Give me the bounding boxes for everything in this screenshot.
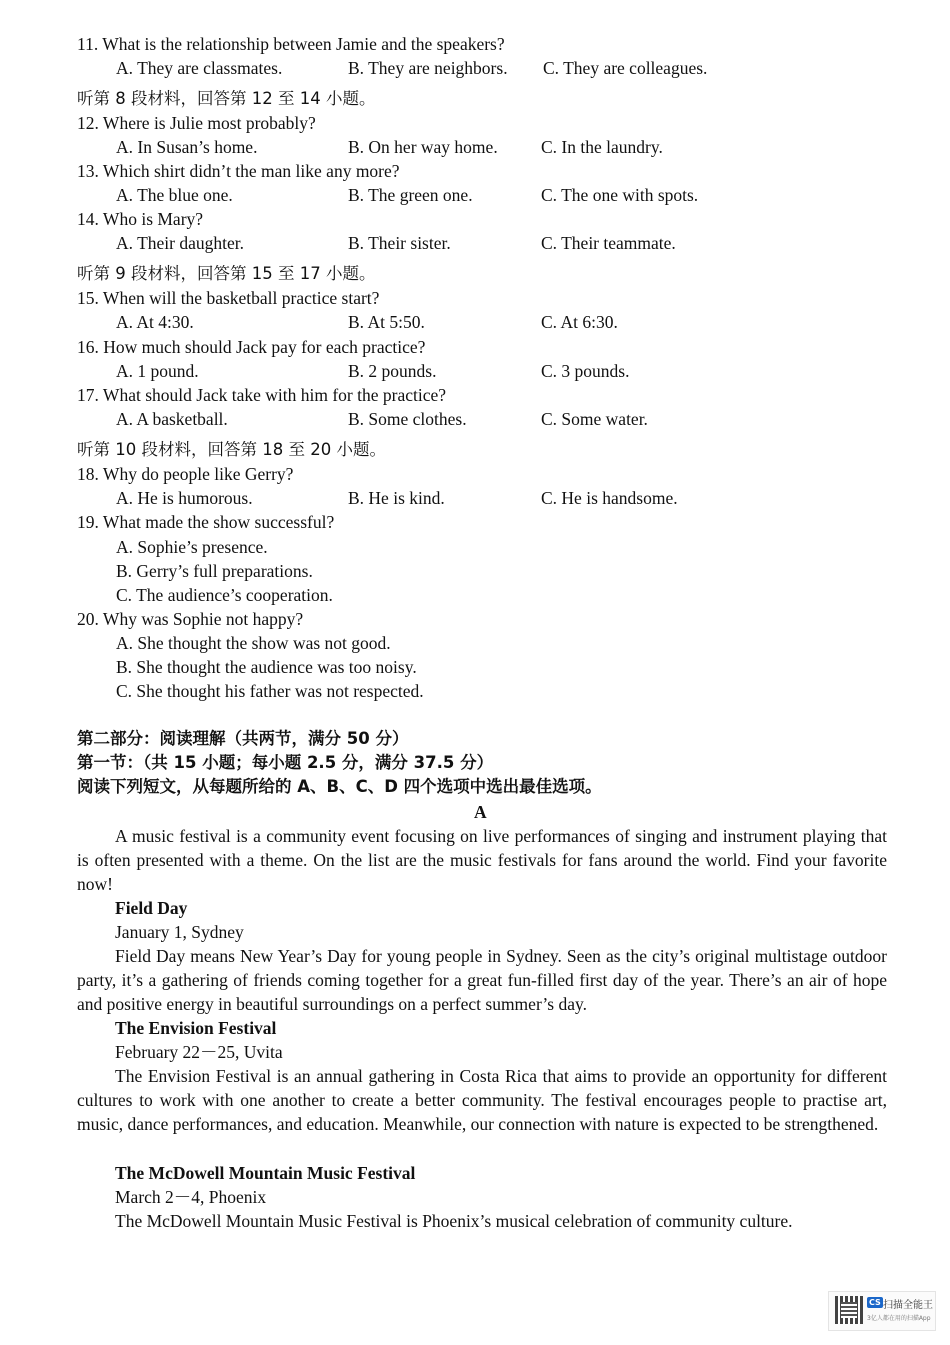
festival-1-title: Field Day — [115, 898, 188, 918]
q20-option-a: A. She thought the show was not good. — [116, 633, 391, 653]
q11-option-b: B. They are neighbors. — [348, 58, 508, 78]
festival-3-title: The McDowell Mountain Music Festival — [115, 1163, 416, 1183]
section-10-heading: 听第 10 段材料，回答第 18 至 20 小题。 — [77, 440, 386, 459]
festival-1-date: January 1, Sydney — [115, 922, 244, 942]
q17-option-c: C. Some water. — [541, 409, 648, 429]
q19-option-c: C. The audience’s cooperation. — [116, 585, 333, 605]
section-9-heading: 听第 9 段材料，回答第 15 至 17 小题。 — [77, 264, 376, 283]
q16-option-c: C. 3 pounds. — [541, 361, 630, 381]
watermark-brand: 扫描全能王 — [883, 1300, 933, 1311]
q15-option-a: A. At 4:30. — [116, 312, 194, 332]
scanner-watermark — [828, 1291, 936, 1331]
reading-instruction: 阅读下列短文，从每题所给的 A、B、C、D 四个选项中选出最佳选项。 — [77, 777, 602, 796]
q17-option-b: B. Some clothes. — [348, 409, 467, 429]
question-11: 11. What is the relationship between Jamie and the speakers? — [77, 34, 505, 54]
festival-3-text: The McDowell Mountain Music Festival is Phoenix’s musical celebration of community culture. — [115, 1211, 793, 1231]
q11-option-c: C. They are colleagues. — [543, 58, 708, 78]
q13-option-b: B. The green one. — [348, 185, 473, 205]
camscanner-logo-icon: CS — [869, 1298, 881, 1307]
q20-option-b: B. She thought the audience was too noisy. — [116, 657, 417, 677]
passage-label: A — [474, 802, 487, 822]
question-19: 19. What made the show successful? — [77, 512, 335, 532]
question-14: 14. Who is Mary? — [77, 209, 204, 229]
question-13: 13. Which shirt didn’t the man like any more? — [77, 161, 400, 181]
q12-option-c: C. In the laundry. — [541, 137, 663, 157]
festival-2-title: The Envision Festival — [115, 1018, 277, 1038]
q13-option-a: A. The blue one. — [116, 185, 233, 205]
qr-code-icon — [835, 1296, 863, 1324]
q18-option-c: C. He is handsome. — [541, 488, 678, 508]
q17-option-a: A. A basketball. — [116, 409, 228, 429]
festival-3-date: March 2－4, Phoenix — [115, 1187, 267, 1207]
q16-option-b: B. 2 pounds. — [348, 361, 437, 381]
q12-option-b: B. On her way home. — [348, 137, 498, 157]
q14-option-a: A. Their daughter. — [116, 233, 244, 253]
q16-option-a: A. 1 pound. — [116, 361, 199, 381]
q20-option-c: C. She thought his father was not respected. — [116, 681, 424, 701]
q12-option-a: A. In Susan’s home. — [116, 137, 258, 157]
q15-option-b: B. At 5:50. — [348, 312, 425, 332]
question-16: 16. How much should Jack pay for each practice? — [77, 337, 426, 357]
question-17: 17. What should Jack take with him for the practice? — [77, 385, 447, 405]
section-1-heading: 第一节：（共 15 小题；每小题 2.5 分，满分 37.5 分） — [77, 753, 494, 772]
q18-option-b: B. He is kind. — [348, 488, 445, 508]
q19-option-a: A. Sophie’s presence. — [116, 537, 268, 557]
section-8-heading: 听第 8 段材料，回答第 12 至 14 小题。 — [77, 89, 376, 108]
question-20: 20. Why was Sophie not happy? — [77, 609, 304, 629]
part-2-heading: 第二部分：阅读理解（共两节，满分 50 分） — [77, 729, 409, 748]
festival-2-date: February 22－25, Uvita — [115, 1042, 283, 1062]
q14-option-b: B. Their sister. — [348, 233, 451, 253]
festival-1-text: Field Day means New Year’s Day for young people in Sydney. Seen as the city’s original multistage outdoor party, it’s a gathering of friends coming together for a great fun-filled first day of the year. There’s an air of hope and positive energy in beautiful surroundings on a perfect summer’s day. — [77, 946, 887, 1014]
q11-option-a: A. They are classmates. — [116, 58, 283, 78]
q18-option-a: A. He is humorous. — [116, 488, 253, 508]
question-15: 15. When will the basketball practice start? — [77, 288, 380, 308]
q14-option-c: C. Their teammate. — [541, 233, 676, 253]
q19-option-b: B. Gerry’s full preparations. — [116, 561, 313, 581]
question-18: 18. Why do people like Gerry? — [77, 464, 294, 484]
q15-option-c: C. At 6:30. — [541, 312, 618, 332]
festival-2-text: The Envision Festival is an annual gathering in Costa Rica that aims to provide an opportunity for different cultures to work with one another to create a better community. The festival encourages people to practise art, music, dance performances, and education. Meanwhile, our connection with nature is expected to be strengthened. — [77, 1066, 887, 1134]
passage-intro: A music festival is a community event focusing on live performances of singing and instrument playing that is often presented with a theme. On the list are the music festivals for fans around the world. Find your favorite now! — [77, 826, 887, 894]
watermark-tagline: 3亿人都在用的扫描App — [867, 1315, 931, 1322]
question-12: 12. Where is Julie most probably? — [77, 113, 316, 133]
q13-option-c: C. The one with spots. — [541, 185, 699, 205]
